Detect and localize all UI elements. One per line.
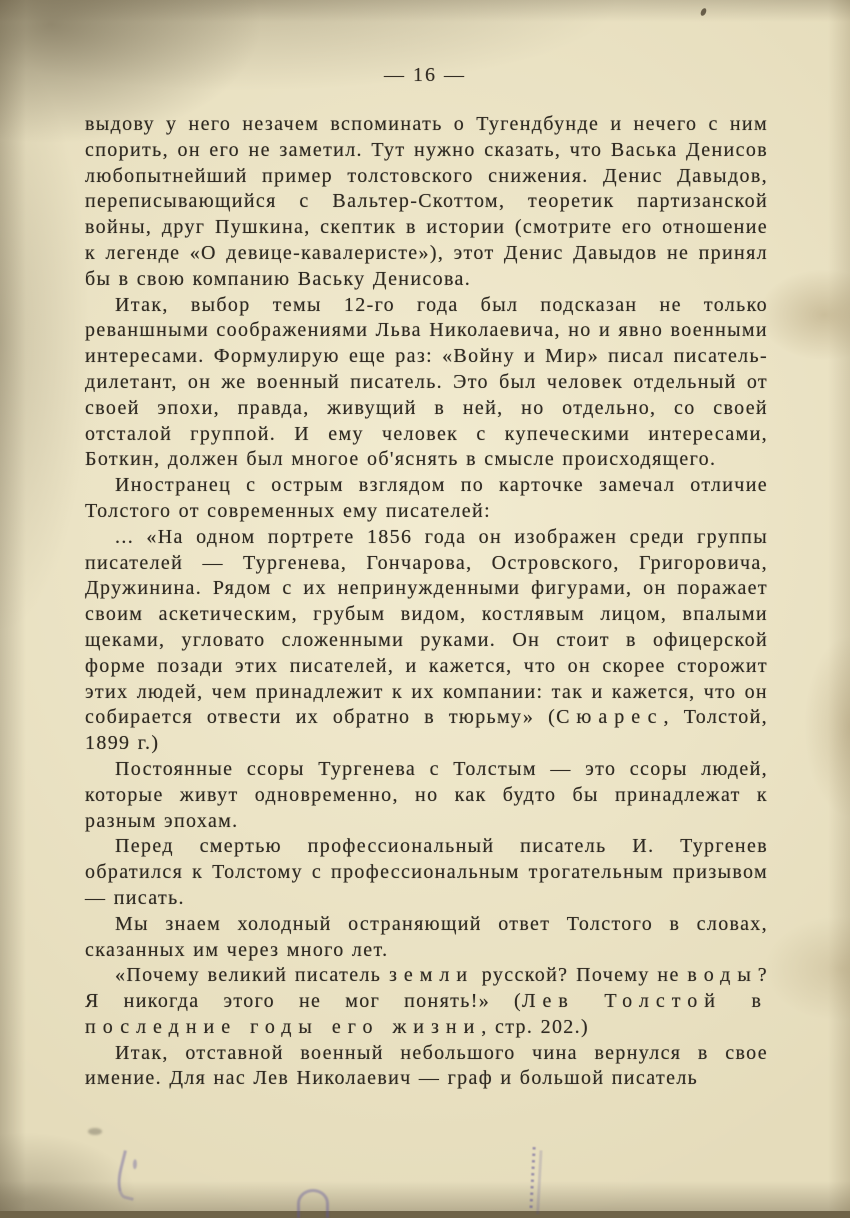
paragraph (85, 834, 768, 911)
stamp-mark-center (297, 1189, 329, 1218)
paragraph (85, 1041, 768, 1093)
paragraph (85, 293, 768, 474)
spaced-emphasis-text: Лев Толстой в последние годы его жизни (85, 990, 768, 1038)
text-segment: выдову у него незачем вспоминать о Тугендбунде и нечего с ним спорить, он его не заметил. Тут нужно сказать, что Васька Денисов любопытнейший пример толстовского снижения. Денис Давыдов, переписывающийся с Вальтер-Скоттом, теоретик партизанской войны, друг Пушкина, скептик в истории (смотрите его отношение к легенде «О девице-кавалеристе»), этот Денис Давыдов не принял бы в свою компанию Ваську Денисова. (85, 113, 768, 290)
paragraph (85, 963, 768, 1040)
text-segment: Итак, отставной военный небольшого чина вернулся в свое имение. Для нас Лев Николаевич — граф и большой писатель (85, 1041, 768, 1090)
text-segment: Постоянные ссоры Тургенева с Толстым — это ссоры людей, которые живут одновременно, но как будто бы принадлежат к разным эпохам. (85, 757, 768, 832)
text-segment: Иностранец с острым взглядом по карточке замечал отличие Толстого от современных ему писателей: (85, 474, 768, 522)
text-segment: , Толстой, 1899 г.) (85, 706, 768, 755)
text-segment: Мы знаем холодный остраняющий ответ Толстого в словах, сказанных им через много лет. (85, 912, 768, 961)
spaced-emphasis-text: воды (687, 964, 758, 987)
stamp-mark-right (529, 1147, 535, 1211)
text-segment: ... «На одном портрете 1856 года он изображен среди группы писателей — Тургенева, Гончарова, Островского, Григоровича, Дружинина. Рядом с их непринужденными фигурами, он поражает своим аскетическим, грубым видом, костлявым лицом, впалыми щеками, угловато сложенными руками. Он стоит в офицерской форме позади этих писателей, и кажется, что он скорее сторожит этих людей, чем принадлежит к их компании: так и кажется, что он собирается отвести их обратно в тюрьму» ( (85, 525, 768, 729)
paragraph (85, 912, 768, 964)
paragraph (85, 525, 768, 757)
text-segment: ? Я никогда этого не мог понять!» ( (85, 964, 768, 1013)
spaced-emphasis-text: земли (388, 964, 475, 987)
page-text (85, 112, 768, 1092)
ink-speck (700, 7, 707, 16)
ink-speck (88, 1128, 102, 1135)
stamp-mark-left (113, 1150, 145, 1201)
text-segment: Перед смертью профессиональный писатель И. Тургенев обратился к Толстому с профессиональным трогательным призывом — писать. (85, 835, 768, 909)
text-segment: «Почему великий писатель (115, 964, 389, 987)
paragraph (85, 473, 768, 525)
text-segment: , стр. 202.) (481, 1015, 590, 1038)
paragraph (85, 757, 768, 834)
page-number: — 16 — (384, 64, 466, 86)
text-segment: Итак, выбор темы 12-го года был подсказан не только реваншными соображениями Льва Николаевича, но и явно военными интересами. Формулирую еще раз: «Войну и Мир» писал писатель-дилетант, он же военный писатель. Это был человек отдельный от своей эпохи, правда, живущий в ней, но отдельно, со своей отсталой группой. И ему человек с купеческими интересами, Боткин, должен был многое об'яснять в смысле происходящего. (85, 293, 768, 471)
text-segment: русской? Почему не (474, 964, 688, 987)
spaced-emphasis-text: Сюарес (556, 706, 664, 729)
paragraph (85, 112, 768, 293)
